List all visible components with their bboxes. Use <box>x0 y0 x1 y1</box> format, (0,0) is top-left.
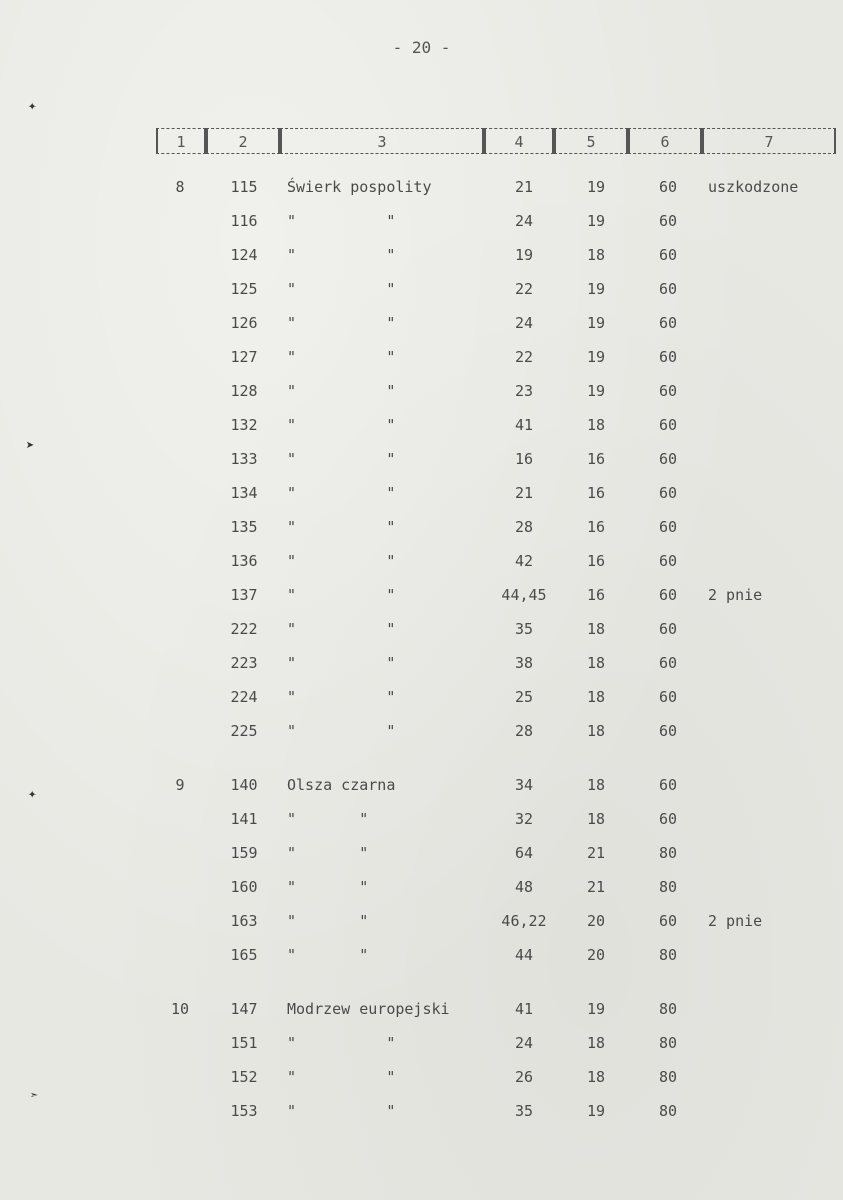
column-4-value: 41 <box>514 416 534 434</box>
tree-number: 222 <box>230 620 258 638</box>
column-5-value: 16 <box>586 586 606 604</box>
column-5-value: 16 <box>586 552 606 570</box>
species-name: " " <box>287 416 396 434</box>
column-5-value: 19 <box>586 382 606 400</box>
group-number: 10 <box>170 1000 190 1018</box>
species-name: " " <box>287 586 396 604</box>
column-6-value: 80 <box>658 1068 678 1086</box>
group-number: 8 <box>175 178 185 196</box>
column-5-value: 19 <box>586 348 606 366</box>
column-6-value: 60 <box>658 484 678 502</box>
column-6-value: 60 <box>658 722 678 740</box>
column-6-value: 60 <box>658 382 678 400</box>
column-4-value: 22 <box>514 280 534 298</box>
tree-number: 140 <box>230 776 258 794</box>
column-6-value: 60 <box>658 416 678 434</box>
tree-number: 132 <box>230 416 258 434</box>
species-name: " " <box>287 518 396 536</box>
column-4-value: 32 <box>514 810 534 828</box>
tree-number: 153 <box>230 1102 258 1120</box>
species-name: " " <box>287 348 396 366</box>
column-4-value: 16 <box>514 450 534 468</box>
column-6-value: 60 <box>658 776 678 794</box>
column-5-value: 18 <box>586 688 606 706</box>
column-4-value: 24 <box>514 1034 534 1052</box>
species-name: " " <box>287 212 396 230</box>
column-6-value: 60 <box>658 348 678 366</box>
column-5-value: 18 <box>586 620 606 638</box>
column-5-value: 16 <box>586 450 606 468</box>
column-5-value: 18 <box>586 722 606 740</box>
species-name: " " <box>287 1034 396 1052</box>
species-name: " " <box>287 280 396 298</box>
column-6-value: 80 <box>658 1000 678 1018</box>
species-name: " " <box>287 620 396 638</box>
column-5-value: 19 <box>586 1102 606 1120</box>
species-name: " " <box>287 450 396 468</box>
column-4-value: 24 <box>514 314 534 332</box>
species-name: Olsza czarna <box>287 776 396 794</box>
column-4-value: 28 <box>514 722 534 740</box>
column-header: 7 <box>702 128 836 154</box>
margin-mark: ✦ <box>28 98 37 114</box>
column-5-value: 21 <box>586 878 606 896</box>
page-number: - 20 - <box>392 38 451 57</box>
column-4-value: 38 <box>514 654 534 672</box>
column-5-value: 20 <box>586 946 606 964</box>
tree-number: 137 <box>230 586 258 604</box>
note: 2 pnie <box>708 586 763 604</box>
column-6-value: 60 <box>658 178 678 196</box>
species-name: " " <box>287 878 369 896</box>
column-6-value: 60 <box>658 518 678 536</box>
column-5-value: 16 <box>586 484 606 502</box>
column-4-value: 48 <box>514 878 534 896</box>
tree-number: 115 <box>230 178 258 196</box>
column-5-value: 19 <box>586 178 606 196</box>
column-6-value: 80 <box>658 1034 678 1052</box>
column-5-value: 18 <box>586 1034 606 1052</box>
column-6-value: 80 <box>658 878 678 896</box>
column-5-value: 19 <box>586 1000 606 1018</box>
column-4-value: 35 <box>514 1102 534 1120</box>
column-6-value: 60 <box>658 586 678 604</box>
tree-number: 127 <box>230 348 258 366</box>
species-name: " " <box>287 382 396 400</box>
species-name: " " <box>287 844 369 862</box>
column-6-value: 60 <box>658 654 678 672</box>
tree-number: 124 <box>230 246 258 264</box>
column-5-value: 18 <box>586 416 606 434</box>
column-5-value: 18 <box>586 810 606 828</box>
margin-mark: ➤ <box>26 438 35 454</box>
margin-mark: ✦ <box>28 786 37 802</box>
species-name: " " <box>287 246 396 264</box>
column-4-value: 25 <box>514 688 534 706</box>
tree-number: 126 <box>230 314 258 332</box>
column-header: 2 <box>206 128 280 154</box>
species-name: Świerk pospolity <box>287 178 432 196</box>
tree-number: 160 <box>230 878 258 896</box>
column-4-value: 44,45 <box>501 586 547 604</box>
column-6-value: 80 <box>658 844 678 862</box>
tree-number: 134 <box>230 484 258 502</box>
column-6-value: 60 <box>658 246 678 264</box>
column-5-value: 18 <box>586 246 606 264</box>
column-header: 4 <box>484 128 554 154</box>
tree-number: 225 <box>230 722 258 740</box>
species-name: " " <box>287 810 369 828</box>
column-4-value: 23 <box>514 382 534 400</box>
column-6-value: 60 <box>658 450 678 468</box>
tree-number: 136 <box>230 552 258 570</box>
column-5-value: 18 <box>586 1068 606 1086</box>
tree-number: 147 <box>230 1000 258 1018</box>
tree-number: 128 <box>230 382 258 400</box>
note: uszkodzone <box>708 178 799 196</box>
column-5-value: 16 <box>586 518 606 536</box>
tree-number: 151 <box>230 1034 258 1052</box>
column-5-value: 21 <box>586 844 606 862</box>
column-header: 5 <box>554 128 628 154</box>
species-name: " " <box>287 654 396 672</box>
column-4-value: 24 <box>514 212 534 230</box>
column-5-value: 19 <box>586 212 606 230</box>
column-5-value: 18 <box>586 654 606 672</box>
tree-number: 163 <box>230 912 258 930</box>
tree-number: 159 <box>230 844 258 862</box>
column-6-value: 80 <box>658 1102 678 1120</box>
column-4-value: 26 <box>514 1068 534 1086</box>
species-name: " " <box>287 946 369 964</box>
column-header: 1 <box>156 128 206 154</box>
column-4-value: 41 <box>514 1000 534 1018</box>
species-name: " " <box>287 552 396 570</box>
species-name: " " <box>287 1068 396 1086</box>
species-name: " " <box>287 484 396 502</box>
column-6-value: 60 <box>658 810 678 828</box>
column-5-value: 18 <box>586 776 606 794</box>
group-number: 9 <box>175 776 185 794</box>
column-4-value: 44 <box>514 946 534 964</box>
column-6-value: 60 <box>658 280 678 298</box>
column-5-value: 20 <box>586 912 606 930</box>
tree-number: 223 <box>230 654 258 672</box>
species-name: " " <box>287 912 369 930</box>
tree-number: 141 <box>230 810 258 828</box>
column-4-value: 21 <box>514 484 534 502</box>
tree-number: 116 <box>230 212 258 230</box>
column-header: 6 <box>628 128 702 154</box>
note: 2 pnie <box>708 912 763 930</box>
column-6-value: 60 <box>658 212 678 230</box>
species-name: " " <box>287 722 396 740</box>
column-5-value: 19 <box>586 314 606 332</box>
column-4-value: 35 <box>514 620 534 638</box>
column-4-value: 64 <box>514 844 534 862</box>
tree-number: 224 <box>230 688 258 706</box>
column-4-value: 28 <box>514 518 534 536</box>
tree-number: 165 <box>230 946 258 964</box>
species-name: " " <box>287 688 396 706</box>
margin-mark: ➣ <box>30 1088 39 1104</box>
column-6-value: 60 <box>658 912 678 930</box>
column-4-value: 42 <box>514 552 534 570</box>
column-4-value: 34 <box>514 776 534 794</box>
column-6-value: 60 <box>658 552 678 570</box>
column-5-value: 19 <box>586 280 606 298</box>
species-name: " " <box>287 314 396 332</box>
column-6-value: 80 <box>658 946 678 964</box>
tree-number: 135 <box>230 518 258 536</box>
column-4-value: 46,22 <box>501 912 547 930</box>
species-name: Modrzew europejski <box>287 1000 450 1018</box>
tree-number: 125 <box>230 280 258 298</box>
tree-number: 133 <box>230 450 258 468</box>
species-name: " " <box>287 1102 396 1120</box>
column-4-value: 21 <box>514 178 534 196</box>
column-6-value: 60 <box>658 620 678 638</box>
column-6-value: 60 <box>658 688 678 706</box>
column-6-value: 60 <box>658 314 678 332</box>
column-4-value: 22 <box>514 348 534 366</box>
column-header: 3 <box>280 128 484 154</box>
tree-number: 152 <box>230 1068 258 1086</box>
column-4-value: 19 <box>514 246 534 264</box>
